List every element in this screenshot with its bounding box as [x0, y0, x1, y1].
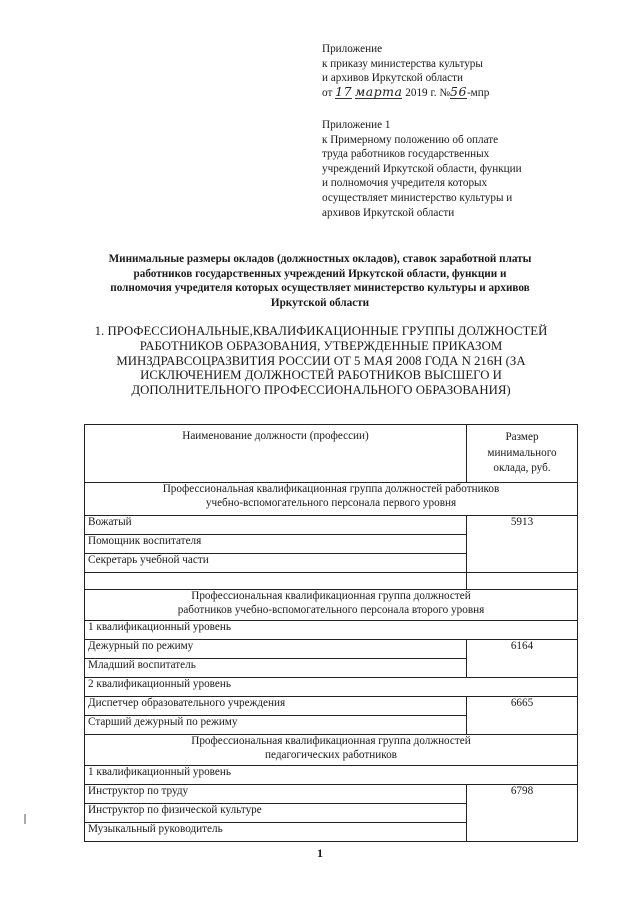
group-title: [85, 735, 578, 766]
handwritten-date-month: марта: [354, 83, 403, 99]
group-title: [85, 483, 578, 516]
table-header-row: [85, 425, 578, 483]
page-number: 1: [317, 846, 323, 860]
level-row: [85, 678, 578, 697]
header-salary-line: оклада, руб.: [493, 462, 551, 475]
empty-cell: [467, 573, 578, 590]
group-title-line: Профессиональная квалификационная группа должностей: [191, 590, 471, 602]
attachment-header-regulation: [322, 118, 522, 220]
group-header-row: [85, 483, 578, 516]
position-cell: Инструктор по физической культуре: [85, 804, 467, 823]
date-prefix: от: [322, 86, 333, 99]
attachment-line: и архивов Иркутской области: [322, 72, 463, 85]
section-line: 1. ПРОФЕССИОНАЛЬНЫЕ,КВАЛИФИКАЦИОННЫЕ ГРУППЫ ДОЛЖНОСТЕЙ: [94, 324, 548, 338]
header-salary: [467, 425, 578, 483]
table-row: [85, 697, 578, 716]
handwritten-order-number: 56: [450, 83, 467, 99]
section-line: ИСКЛЮЧЕНИЕМ ДОЛЖНОСТЕЙ РАБОТНИКОВ ВЫСШЕГО И: [140, 368, 502, 383]
title-line: полномочия учредителя которых осуществляет министерство культуры и архивов: [110, 282, 530, 295]
attachment-line: осуществляет министерство культуры и: [322, 191, 513, 204]
scan-artifact-mark: [24, 814, 26, 824]
position-cell: Вожатый: [85, 516, 467, 535]
level-row: [85, 621, 578, 640]
section-line: ДОПОЛНИТЕЛЬНОГО ПРОФЕССИОНАЛЬНОГО ОБРАЗОВАНИЯ): [131, 383, 511, 398]
salary-table: [84, 424, 578, 842]
position-cell: Диспетчер образовательного учреждения: [85, 697, 467, 716]
position-cell: Дежурный по режиму: [85, 640, 467, 659]
table-row: [85, 785, 578, 804]
group-title-line: Профессиональная квалификационная группа должностей работников: [162, 483, 500, 495]
qualification-level: 1 квалификационный уровень: [85, 766, 578, 785]
attachment-line: к приказу министерства культуры: [322, 57, 483, 70]
table-row: [85, 640, 578, 659]
title-line: Иркутской области: [270, 296, 370, 309]
salary-cell: 6665: [467, 697, 578, 735]
attachment-line: к Примерному положению об оплате: [322, 133, 499, 146]
attachment-header-order: [322, 42, 489, 100]
title-line: работников государственных учреждений Иркутской области, функции и: [133, 267, 507, 280]
group-title-line: Профессиональная квалификационная группа должностей: [191, 735, 471, 747]
position-cell: Помощник воспитателя: [85, 535, 467, 554]
header-salary-line: Размер: [505, 431, 539, 443]
handwritten-date-day: 17: [335, 83, 353, 99]
header-position: Наименование должности (профессии): [85, 425, 467, 483]
position-cell: Старший дежурный по режиму: [85, 716, 467, 735]
group-header-row: [85, 735, 578, 766]
attachment-line: учреждений Иркутской области, функции: [322, 162, 522, 175]
attachment-line: и полномочия учредителя которых: [322, 177, 488, 190]
position-cell: Секретарь учебной части: [85, 554, 467, 573]
salary-cell: 6798: [467, 785, 578, 842]
document-title: [60, 252, 580, 310]
order-date-line: [322, 83, 490, 101]
qualification-level: 2 квалификационный уровень: [85, 678, 578, 697]
empty-row: [85, 573, 578, 590]
qualification-level: 1 квалификационный уровень: [85, 621, 578, 640]
group-header-row: [85, 590, 578, 621]
section-heading: [64, 324, 578, 398]
section-line: МИНЗДРАВСОЦРАЗВИТИЯ РОССИИ ОТ 5 МАЯ 2008 ГОДА N 216Н (ЗА: [116, 353, 526, 368]
group-title-line: работников учебно-вспомогательного персонала второго уровня: [177, 603, 485, 616]
group-title-line: учебно-вспомогательного персонала первого уровня: [205, 496, 457, 509]
group-title-line: педагогических работников: [265, 748, 397, 761]
position-cell: Музыкальный руководитель: [85, 823, 467, 842]
attachment-line: труда работников государственных: [322, 148, 490, 161]
table-row: [85, 516, 578, 535]
attachment-line: Приложение: [322, 43, 383, 55]
section-line: РАБОТНИКОВ ОБРАЗОВАНИЯ, УТВЕРЖДЕННЫЕ ПРИКАЗОМ: [139, 338, 503, 353]
salary-cell: 5913: [467, 516, 578, 573]
empty-cell: [85, 573, 467, 590]
position-cell: Инструктор по труду: [85, 785, 467, 804]
date-year: 2019 г. №: [405, 86, 451, 99]
attachment-line: архивов Иркутской области: [322, 206, 455, 219]
position-cell: Младший воспитатель: [85, 659, 467, 678]
title-line: Минимальные размеры окладов (должностных окладов), ставок заработной платы: [108, 253, 532, 265]
salary-cell: 6164: [467, 640, 578, 678]
order-suffix: -мпр: [466, 86, 490, 99]
header-salary-line: минимального: [487, 446, 557, 459]
attachment-line: Приложение 1: [322, 119, 391, 131]
level-row: [85, 766, 578, 785]
group-title: [85, 590, 578, 621]
